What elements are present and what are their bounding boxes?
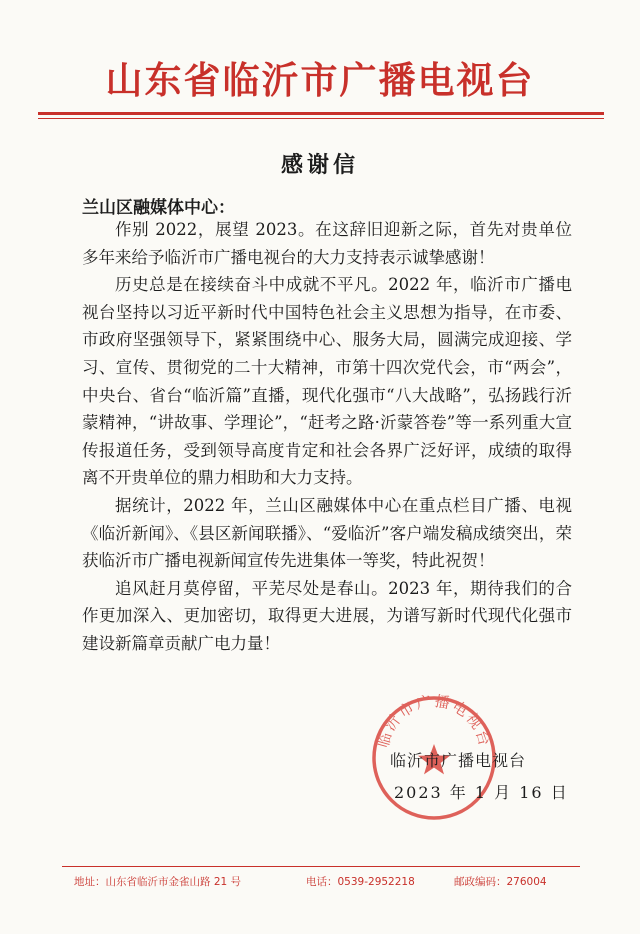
paragraph-4: 追风赶月莫停留，平芜尽处是春山。2023 年，期待我们的合作更加深入、更加密切，取得更大进展，为谱写新时代现代化强市建设新篇章贡献广电力量！ <box>82 578 572 653</box>
footer-postcode: 邮政编码：276004 <box>454 876 547 888</box>
document-title: 感谢信 <box>280 153 359 178</box>
letterhead-rule-thick <box>38 112 604 115</box>
footer-rule <box>62 866 580 867</box>
salutation: 兰山区融媒体中心： <box>82 198 235 218</box>
footer-address: 地址：山东省临沂市金雀山路 21 号 <box>74 876 242 888</box>
letter-body <box>82 216 572 658</box>
footer-phone: 电话：0539-2952218 <box>306 876 415 888</box>
seal-text: 临沂市广播电视台 <box>373 692 495 750</box>
paragraph-3: 据统计，2022 年，兰山区融媒体中心在重点栏目广播、电视《临沂新闻》、《县区新闻联播》、“爱临沂”客户端发稿成绩突出，荣获临沂市广播电视新闻宣传先进集体一等奖，特此祝贺！ <box>82 495 572 571</box>
signature-date: 2023 年 1 月 16 日 <box>394 783 569 802</box>
paragraph-2: 历史总是在接续奋斗中成就不平凡。2022 年，临沂市广播电视台坚持以习近平新时代中国特色社会主义思想为指导，在市委、市政府坚强领导下，紧紧围绕中心、服务大局，圆满完成迎接、学习、宣传、贯彻党的二十大精神，市第十四次党代会，市“两会”，中央台、省台“临沂篇”直播，现代化强市“八大战略”，弘扬践行沂蒙精神，“讲故事、学理论”，“赶考之路·沂蒙答卷”等一系列重大宣传报道任务，受到领导高度肯定和社会各界广泛好评，成绩的取得离不开贵单位的鼎力相助和大力支持。 <box>82 275 572 488</box>
signature-organization: 临沂市广播电视台 <box>390 751 527 770</box>
letterhead-title: 山东省临沂市广播电视台 <box>105 59 535 102</box>
letterhead-rule-thin <box>38 118 604 119</box>
paragraph-1: 作别 2022，展望 2023。在这辞旧迎新之际，首先对贵单位多年来给予临沂市广播电视台的大力支持表示诚挚感谢！ <box>82 220 572 267</box>
